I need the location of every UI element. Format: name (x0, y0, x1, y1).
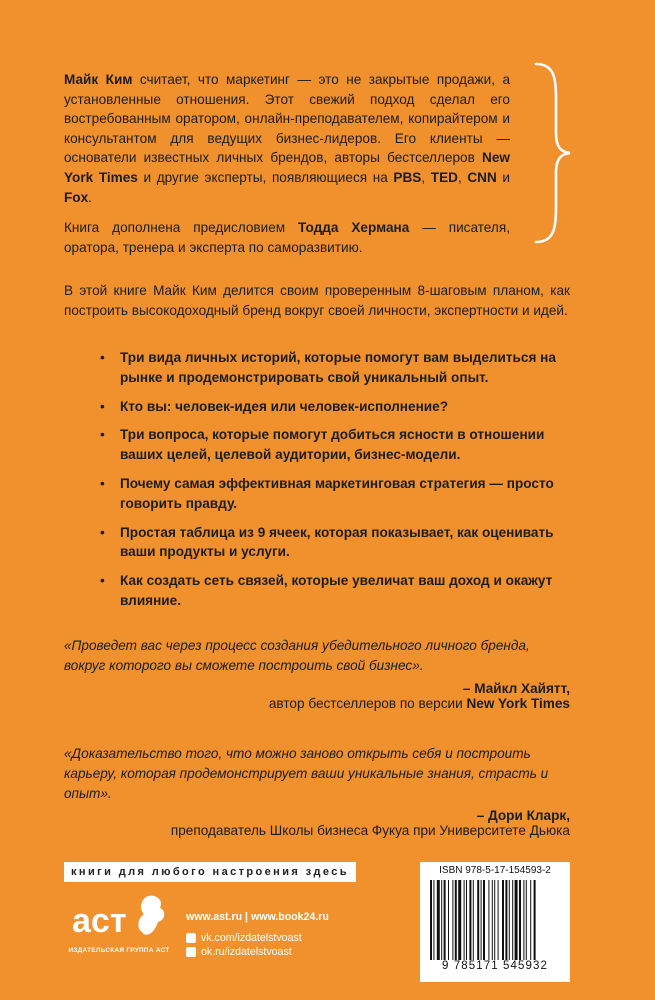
publisher-caption: ИЗДАТЕЛЬСКАЯ ГРУППА АСТ (68, 947, 170, 954)
quote-1: «Проведет вас через процесс создания убедительного личного бренда, вокруг которого вы сможете построить свой бизнес». (64, 638, 530, 673)
bio-paragraph-1 (64, 70, 510, 207)
ted-label: TED (430, 169, 458, 185)
intro-paragraph: В этой книге Майк Ким делится своим проверенным 8-шаговым планом, как построить высокодоходный бренд вокруг своей личности, экспертности и идей. (64, 283, 570, 318)
quote-2: «Доказательство того, что можно заново открыть себя и построить карьеру, которая продемонстрирует ваши уникальные знания, страсть и опыт». (64, 746, 549, 801)
nyt-label: New York Times (64, 150, 510, 185)
websites[interactable]: www.ast.ru | www.book24.ru (186, 911, 329, 923)
author-bio (64, 70, 510, 268)
list-item-text: Как создать сеть связей, которые увеличат ваш доход и окажут влияние. (120, 573, 553, 608)
barcode-icon (428, 880, 562, 960)
pbs-label: PBS (393, 169, 422, 185)
ok-url: ok.ru/izdatelstvoast (201, 946, 292, 958)
vk-icon (186, 933, 196, 943)
list-item (64, 523, 570, 563)
tagline-banner: книги для любого настроения здесь (64, 862, 356, 882)
quote-1-role (269, 694, 570, 714)
list-item (64, 474, 570, 514)
bio-text: считает, что маркетинг — это не закрытые продажи, а установленные отношения. Этот свежий подход сделал его востребованным оратором, онлайн-преподавателем, копирайтером и консультантом для ведущих бизнес-лидеров. Его клиенты — основатели известных личных брендов, авторы бестселлеров (64, 72, 511, 166)
list-item (64, 571, 570, 611)
bullet-marker: • (100, 398, 105, 414)
vk-url: vk.com/izdatelstvoast (201, 932, 302, 944)
cnn-label: CNN (467, 169, 497, 185)
isbn-block (420, 862, 570, 982)
bio-text: и другие эксперты, появляющиеся на (137, 169, 394, 185)
logo-text: аст (72, 902, 127, 940)
bio-text: Книга дополнена предисловием (64, 220, 299, 236)
list-item-text: Простая таблица из 9 ячеек, которая показывает, как оценивать ваши продукты и услуги. (120, 524, 554, 560)
foreword-author: Тодда Хермана (298, 220, 410, 236)
list-item-text: Почему самая эффективная маркетинговая стратегия — просто говорить правду. (120, 475, 554, 511)
bio-text: , (457, 169, 468, 185)
ok-link[interactable] (186, 946, 292, 958)
quote-1-role-nyt: New York Times (466, 696, 570, 711)
quote-1-author: – Майкл Хайятт, (462, 681, 570, 696)
quote-2-role: преподаватель Школы бизнеса Фукуа при Университете Дьюка (170, 823, 570, 838)
author-name: Майк Ким (64, 72, 133, 87)
bullet-marker: • (100, 524, 105, 540)
bio-text: , (421, 169, 431, 185)
bullet-marker: • (100, 427, 105, 443)
bullet-marker: • (100, 350, 105, 365)
list-item-text: Три вопроса, которые помогут добиться ясности в отношении ваших целей, целевой аудитории, бизнес-модели. (120, 427, 545, 463)
ok-icon (186, 947, 196, 957)
vk-link[interactable] (186, 932, 302, 944)
list-item (64, 348, 570, 388)
list-item-text: Кто вы: человек-идея или человек-исполнение? (120, 398, 448, 414)
bio-text: . (88, 189, 92, 205)
list-item (64, 397, 570, 417)
isbn-text: ISBN 978-5-17-154593-2 (439, 865, 551, 876)
barcode-number: 9 785171 545932 (441, 960, 549, 972)
quote-2-author: – Дори Кларк, (476, 808, 570, 823)
bio-paragraph-2 (64, 218, 510, 257)
feature-list (64, 348, 570, 620)
fox-label: Fox (64, 189, 89, 205)
bio-text: — писателя, оратора, тренера и эксперта по саморазвитию. (64, 220, 510, 255)
bullet-marker: • (100, 475, 105, 491)
brace-decoration (526, 58, 576, 248)
bullet-marker: • (100, 573, 105, 589)
list-item-text: Три вида личных историй, которые помогут вам выделиться на рынке и продемонстрировать свой уникальный опыт. (120, 350, 556, 385)
list-item (64, 425, 570, 465)
quote-1-role-text: автор бестселлеров по версии (268, 696, 467, 711)
bio-text: и (496, 169, 510, 185)
